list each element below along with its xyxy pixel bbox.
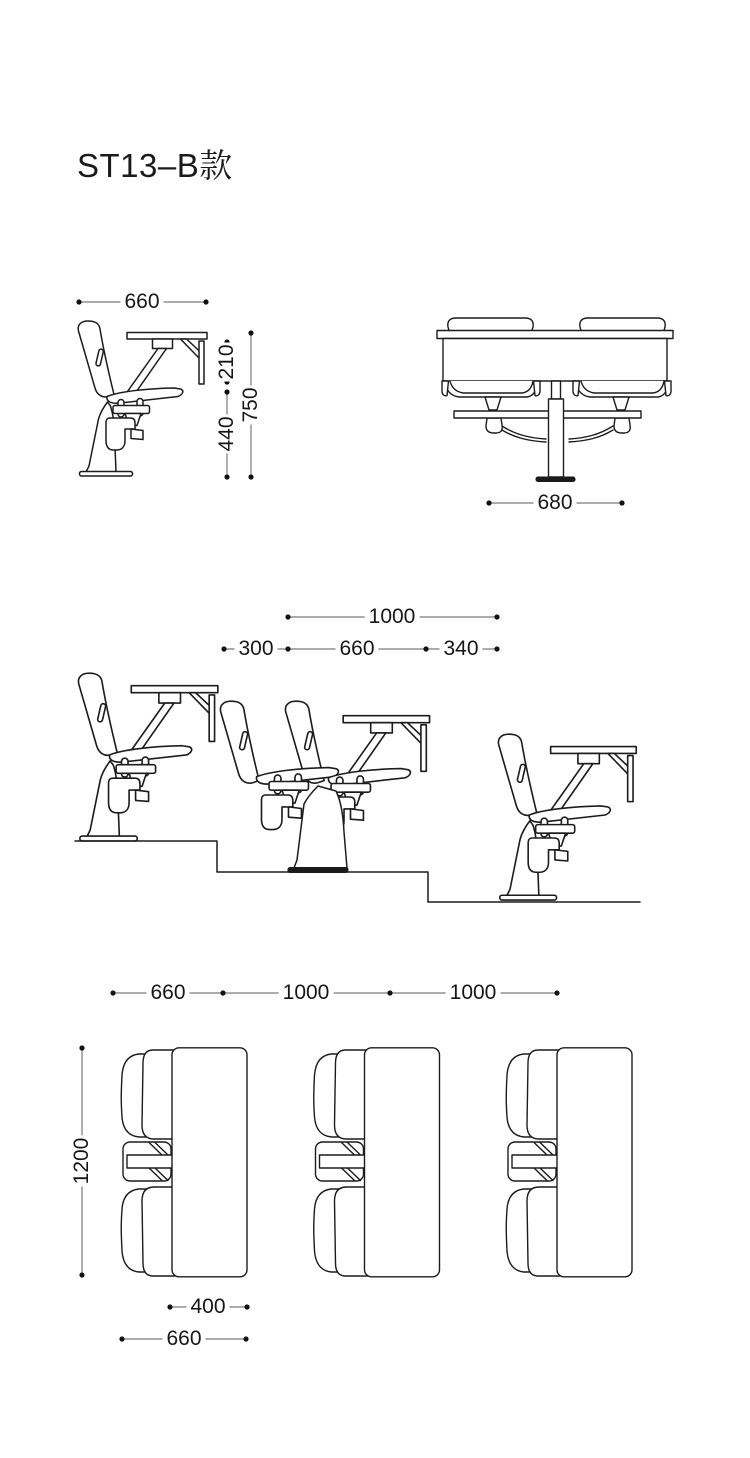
- front-elevation-unit: [437, 318, 673, 482]
- dim-label-side-total-height: 750: [238, 387, 262, 423]
- tiered-rows-view: [75, 673, 640, 902]
- dim-label-plan-unit-width-total: 660: [162, 1328, 205, 1350]
- dim-label-tier-depth: 660: [335, 638, 378, 660]
- dim-label-plan-pitch-2: 1000: [446, 982, 501, 1004]
- double-chair-unit: [220, 701, 429, 872]
- dim-label-tier-pitch: 1000: [365, 606, 420, 628]
- dim-label-plan-pitch-1: 1000: [279, 982, 334, 1004]
- dim-label-plan-desk-depth: 400: [186, 1296, 229, 1318]
- dim-label-side-desk-drop: 210: [214, 344, 238, 380]
- page-title: ST13–B款: [77, 147, 233, 184]
- dim-label-tier-back-gap: 300: [234, 638, 277, 660]
- plan-view-units: [121, 1048, 632, 1277]
- dim-label-tier-desk-gap: 340: [439, 638, 482, 660]
- dim-label-plan-length: 1200: [69, 1137, 93, 1185]
- dim-label-side-seat-height: 440: [214, 416, 238, 452]
- dim-label-side-width: 660: [120, 291, 163, 313]
- dim-label-plan-unit-width: 660: [146, 982, 189, 1004]
- side-elevation-chair: [78, 321, 207, 476]
- dim-label-front-span: 680: [533, 492, 576, 514]
